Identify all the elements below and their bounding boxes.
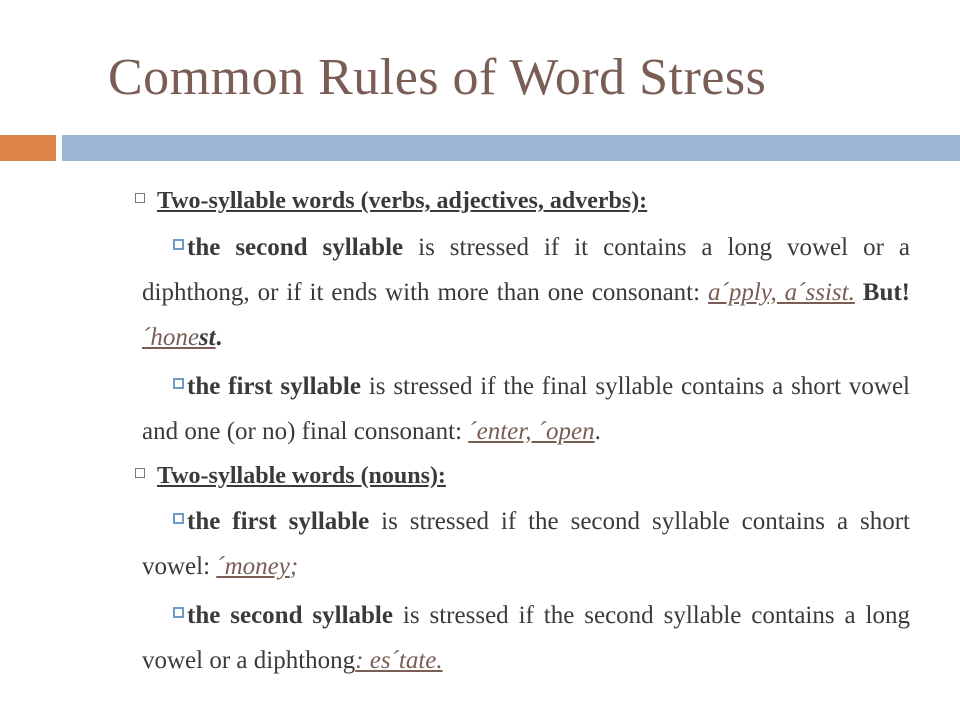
rule-item	[142, 364, 910, 454]
square-bullet-icon	[173, 239, 184, 250]
section-heading-verbs	[142, 183, 910, 219]
rule-keyword: the second syllable	[187, 602, 393, 630]
rule-example: a´pply, a´ssist.	[708, 278, 855, 306]
rule-text: is stressed if the second syllable contains a short vowel:	[142, 508, 910, 581]
rule-text: is stressed if the final syllable contains a short vowel and one (or no) final consonant:	[142, 372, 910, 445]
square-bullet-icon	[135, 468, 145, 478]
rule-keyword: the first syllable	[187, 372, 361, 400]
but-example	[142, 324, 216, 351]
rule-example: ´enter, ´open	[468, 417, 595, 445]
accent-bar-blue	[62, 135, 960, 161]
rule-item	[142, 225, 910, 360]
rule-end: ;	[289, 553, 299, 581]
slide-title: Common Rules of Word Stress	[108, 49, 767, 106]
rule-example: ´money	[216, 553, 290, 581]
rule-keyword: the second syllable	[187, 233, 404, 261]
square-bullet-icon	[173, 513, 184, 524]
but-label: But!	[854, 278, 911, 306]
section-heading-text: Two-syllable words (verbs, adjectives, adverbs):	[157, 188, 648, 214]
accent-bar-orange	[0, 135, 56, 161]
slide-content	[142, 183, 910, 687]
section-heading-text: Two-syllable words (nouns):	[157, 462, 446, 489]
rule-end: .	[594, 417, 601, 445]
rule-text: is stressed if the second syllable contains a long vowel or a diphthong	[142, 602, 910, 675]
rule-text: is stressed if it contains a long vowel or a diphthong, or if it ends with more than one consonant:	[142, 233, 910, 306]
rule-keyword: the first syllable	[187, 508, 370, 536]
rule-example: : es´tate.	[355, 647, 443, 675]
but-example-part-bold: st	[198, 323, 216, 351]
section-heading-nouns	[142, 458, 910, 494]
but-end: .	[215, 323, 222, 351]
rule-item	[142, 593, 910, 683]
square-bullet-icon	[135, 193, 145, 203]
but-example-part: ´hone	[142, 323, 199, 351]
square-bullet-icon	[173, 378, 184, 389]
square-bullet-icon	[173, 607, 184, 618]
rule-item	[142, 499, 910, 589]
